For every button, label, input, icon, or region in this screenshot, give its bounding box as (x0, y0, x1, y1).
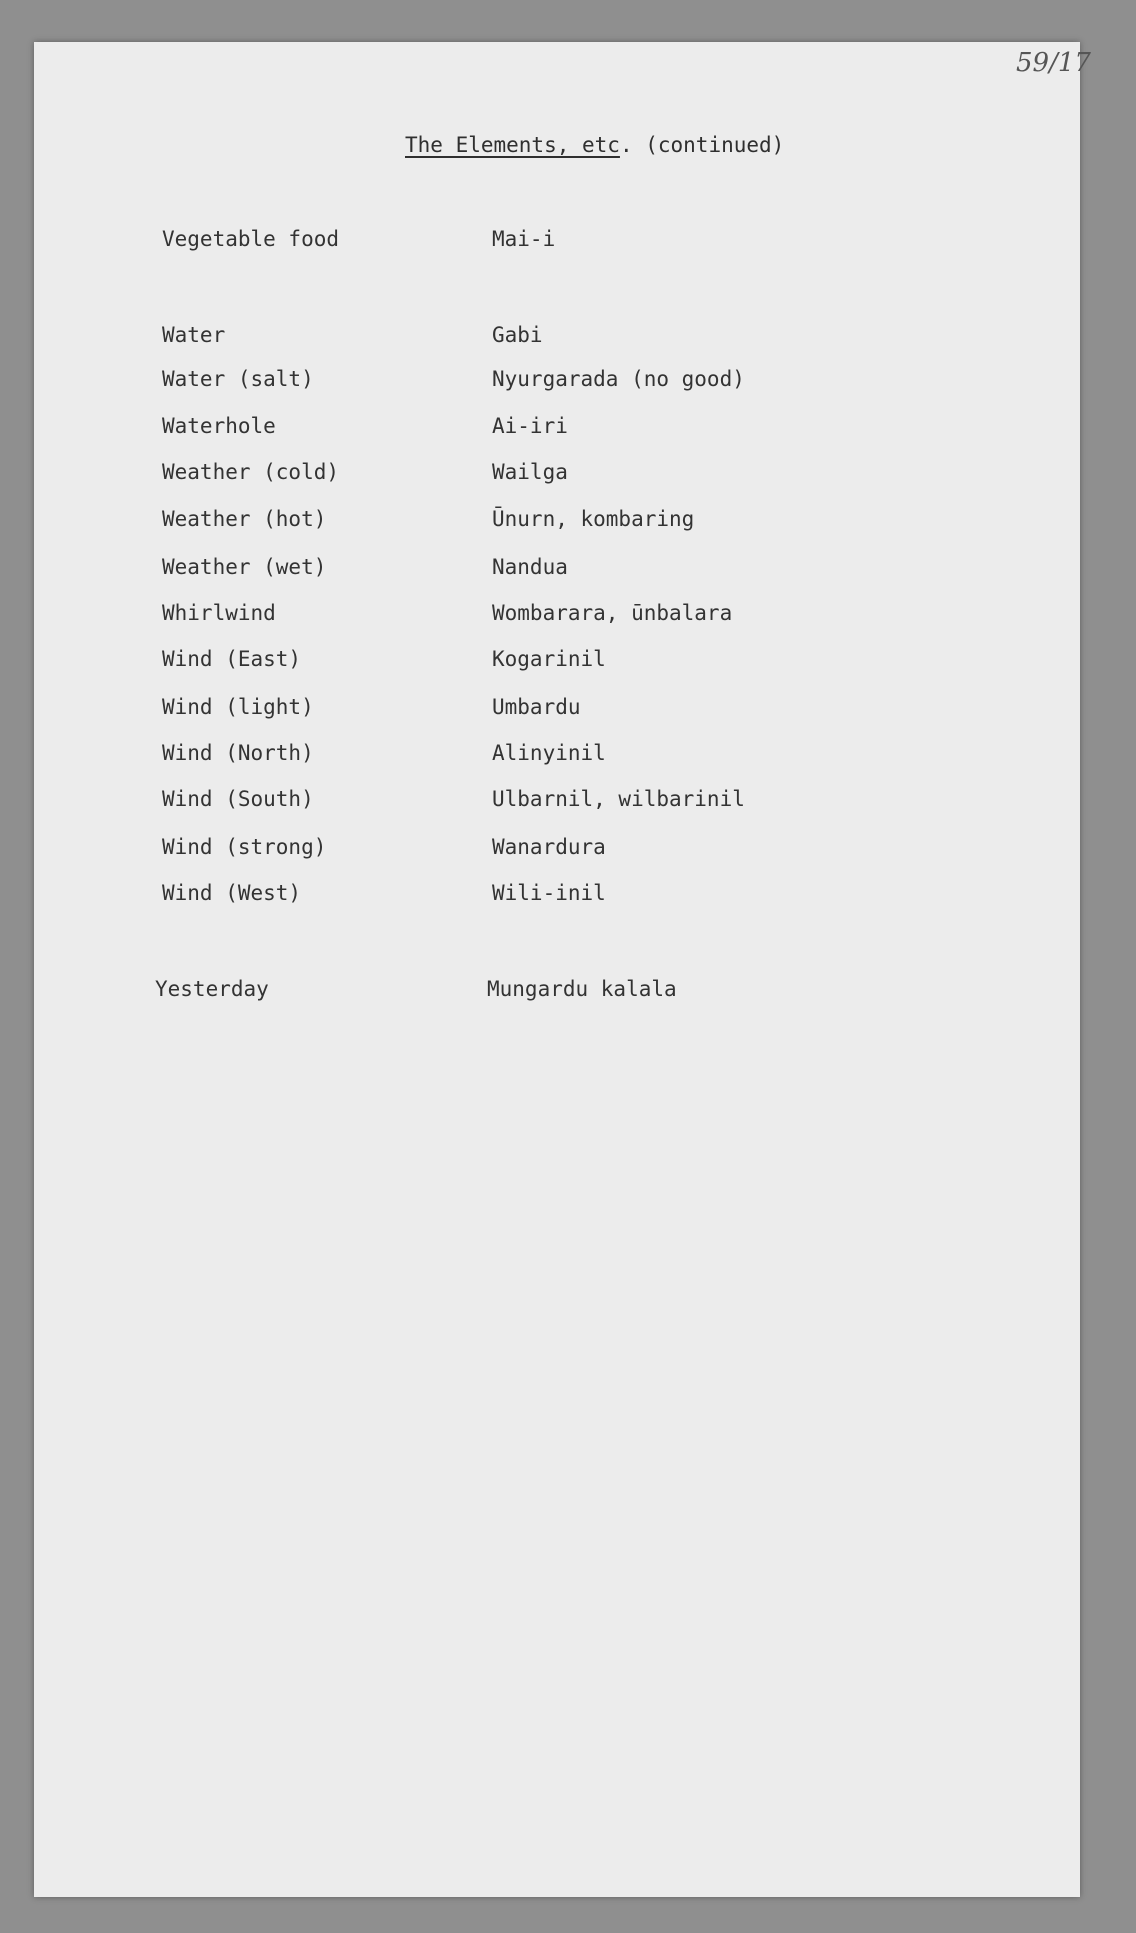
word-entry (0, 977, 1136, 1007)
aboriginal-term: Nandua (492, 555, 568, 579)
aboriginal-term: Nyurgarada (no good) (492, 367, 745, 391)
aboriginal-term: Alinyinil (492, 741, 606, 765)
english-term: Weather (wet) (162, 555, 327, 579)
aboriginal-term: Mungardu kalala (487, 977, 677, 1001)
title-rest: . (continued) (619, 133, 785, 157)
word-entry (0, 367, 1136, 397)
english-term: Weather (cold) (162, 460, 340, 484)
aboriginal-term: Ūnurn, kombaring (492, 507, 695, 531)
english-term: Weather (hot) (162, 507, 327, 531)
page-number: 59/17 (1016, 48, 1091, 78)
word-entry (0, 555, 1136, 585)
english-term: Wind (North) (162, 741, 314, 765)
english-term: Wind (strong) (162, 835, 327, 859)
aboriginal-term: Kogarinil (492, 647, 606, 671)
word-entry (0, 460, 1136, 490)
english-term: Wind (South) (162, 787, 314, 811)
english-term: Water (162, 323, 226, 347)
english-term: Wind (East) (162, 647, 302, 671)
word-entry (0, 881, 1136, 911)
aboriginal-term: Gabi (492, 323, 543, 347)
word-entry (0, 601, 1136, 631)
word-entry (0, 227, 1136, 257)
english-term: Whirlwind (162, 601, 276, 625)
word-entry (0, 414, 1136, 444)
aboriginal-term: Wombarara, ūnbalara (492, 601, 733, 625)
word-entry (0, 507, 1136, 537)
document-page (34, 42, 1080, 1897)
word-entry (0, 787, 1136, 817)
aboriginal-term: Wili-inil (492, 881, 606, 905)
word-entry (0, 647, 1136, 677)
english-term: Waterhole (162, 414, 276, 438)
aboriginal-term: Ulbarnil, wilbarinil (492, 787, 745, 811)
aboriginal-term: Mai-i (492, 227, 556, 251)
english-term: Wind (light) (162, 695, 314, 719)
english-term: Wind (West) (162, 881, 302, 905)
aboriginal-term: Ai-iri (492, 414, 568, 438)
aboriginal-term: Umbardu (492, 695, 581, 719)
english-term: Vegetable food (162, 227, 340, 251)
aboriginal-term: Wailga (492, 460, 568, 484)
title-underlined: The Elements, etc (405, 133, 620, 157)
word-entry (0, 695, 1136, 725)
word-entry (0, 741, 1136, 771)
aboriginal-term: Wanardura (492, 835, 606, 859)
english-term: Water (salt) (162, 367, 314, 391)
page-title (405, 133, 784, 157)
word-entry (0, 323, 1136, 353)
word-entry (0, 835, 1136, 865)
english-term: Yesterday (155, 977, 269, 1001)
